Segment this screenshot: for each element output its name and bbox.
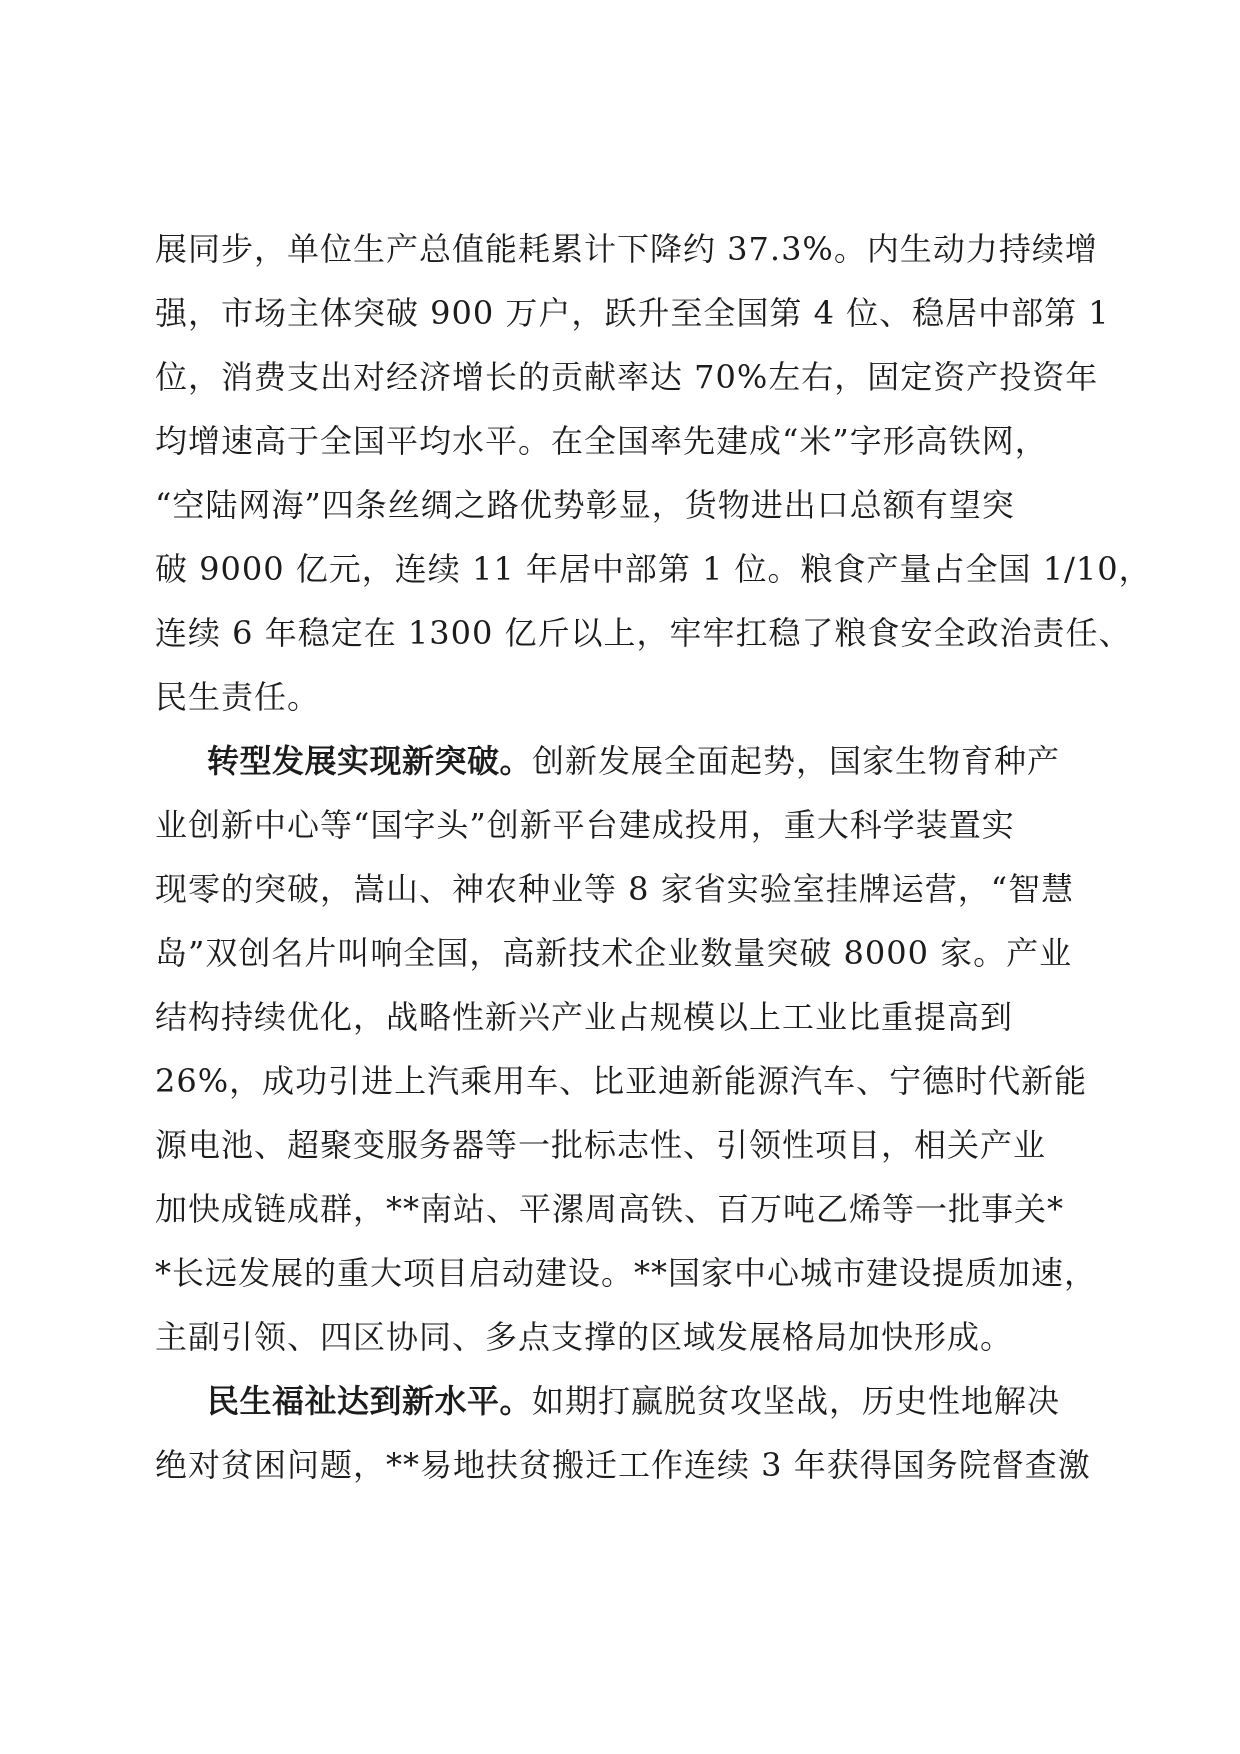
text-line: 强，市场主体突破 900 万户，跃升至全国第 4 位、稳居中部第 1 [155,294,1110,332]
text-line: 26%，成功引进上汽乘用车、比亚迪新能源汽车、宁德时代新能 [155,1062,1088,1100]
text-line: 加快成链成群，**南站、平漯周高铁、百万吨乙烯等一批事关* [155,1190,1065,1228]
text-line: 展同步，单位生产总值能耗累计下降约 37.3%。内生动力持续增 [155,230,1098,268]
text-line: 岛”双创名片叫响全国，高新技术企业数量突破 8000 家。产业 [155,934,1073,972]
text-line: 均增速高于全国平均水平。在全国率先建成“米”字形高铁网， [155,422,1048,460]
paragraph-first-line [155,729,1090,793]
text-line: 主副引领、四区协同、多点支撑的区域发展格局加快形成。 [155,1318,1014,1356]
paragraph-first-line [155,1369,1090,1433]
text-line: 破 9000 亿元，连续 11 年居中部第 1 位。粮食产量占全国 1/10， [155,550,1152,588]
text-line: 结构持续优化，战略性新兴产业占规模以上工业比重提高到 [155,998,1014,1036]
paragraph-2 [155,729,1098,1369]
text-line: 民生责任。 [155,678,321,716]
text-line: 连续 6 年稳定在 1300 亿斤以上，牢牢扛稳了粮食安全政治责任、 [155,614,1132,652]
text-run: 创新发展全面起势，国家生物育种产 [532,742,1061,780]
text-line: 现零的突破，嵩山、神农种业等 8 家省实验室挂牌运营，“智慧 [155,870,1075,908]
text-line: 源电池、超聚变服务器等一批标志性、引领性项目，相关产业 [155,1126,1047,1164]
paragraph-1 [155,217,1152,729]
document-body [155,217,1152,1497]
text-line: “空陆网海”四条丝绸之路优势彰显，货物进出口总额有望突 [155,486,1015,524]
section-heading: 民生福祉达到新水平。 [207,1382,533,1420]
paragraph-3 [155,1369,1090,1497]
text-line: 业创新中心等“国字头”创新平台建成投用，重大科学装置实 [155,806,1015,844]
text-line: 绝对贫困问题，**易地扶贫搬迁工作连续 3 年获得国务院督查激 [155,1446,1091,1484]
text-line: *长远发展的重大项目启动建设。**国家中心城市建设提质加速， [155,1254,1098,1292]
section-heading: 转型发展实现新突破。 [207,742,533,780]
text-line: 位，消费支出对经济增长的贡献率达 70%左右，固定资产投资年 [155,358,1099,396]
text-run: 如期打赢脱贫攻坚战，历史性地解决 [532,1382,1061,1420]
